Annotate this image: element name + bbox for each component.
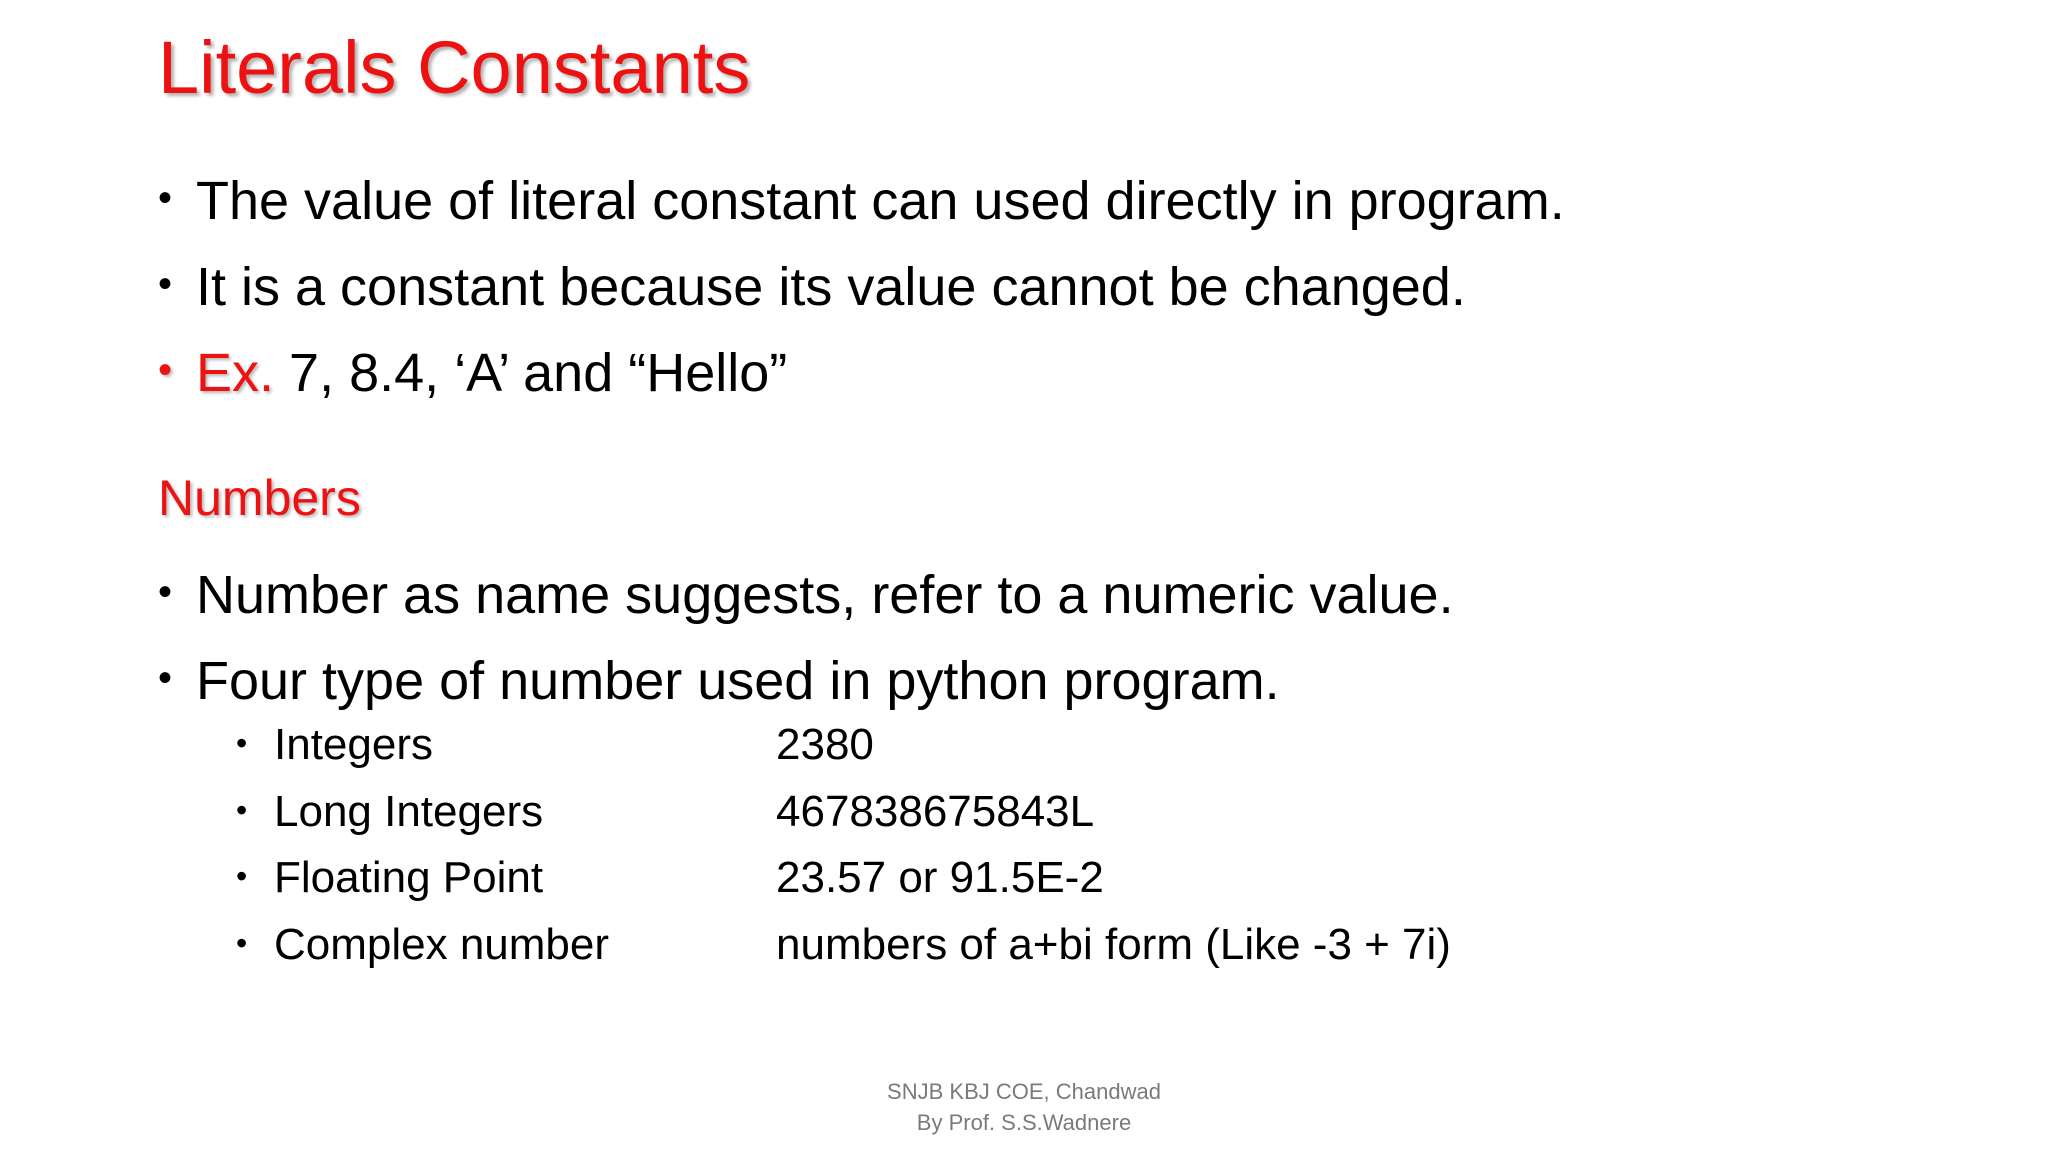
list-item [158,158,1565,244]
number-types-list [236,712,1451,978]
number-type-row [236,912,1451,979]
number-type-name: Integers [274,720,433,769]
bullet-text: Number as name suggests, refer to a numeric value. [196,565,1454,625]
footer-author: By Prof. S.S.Wadnere [916,1110,1132,1135]
bullet-text: It is a constant because its value cannot be changed. [196,257,1466,317]
number-type-name: Complex number [274,919,610,969]
slide-title: Literals Constants [158,26,751,109]
list-item [158,552,1454,638]
number-type-row [236,779,1451,846]
bullet-icon: • [158,656,173,700]
number-type-name: Floating Point [274,853,544,902]
number-type-example: 23.57 or 91.5E-2 [776,853,1104,902]
list-item [158,330,1565,416]
bullet-icon: • [236,791,248,828]
slide-footer [824,1076,1224,1138]
number-type-row [236,712,1451,779]
footer-institution: SNJB KBJ COE, Chandwad [887,1079,1161,1104]
bullet-text: The value of literal constant can used directly in program. [196,171,1565,231]
number-type-example: numbers of a+bi form (Like -3 + 7i) [776,919,1451,969]
bullet-icon: • [236,858,248,894]
numbers-heading: Numbers [158,470,361,526]
bullet-text: Four type of number used in python program. [196,651,1280,711]
bullet-icon: • [158,176,173,220]
bullet-icon: • [158,262,173,306]
intro-bullet-list [158,158,1565,416]
bullet-icon: • [158,570,173,614]
example-values: 7, 8.4, ‘A’ and “Hello” [274,343,788,403]
list-item [158,244,1565,330]
number-type-example: 467838675843L [776,786,1095,836]
bullet-icon: • [158,348,173,392]
bullet-icon: • [236,725,248,761]
number-type-name: Long Integers [274,786,544,836]
number-type-example: 2380 [776,720,874,769]
example-label: Ex. [196,343,275,403]
number-type-row [236,845,1451,912]
numbers-bullet-list [158,552,1454,724]
bullet-icon: • [236,924,248,961]
